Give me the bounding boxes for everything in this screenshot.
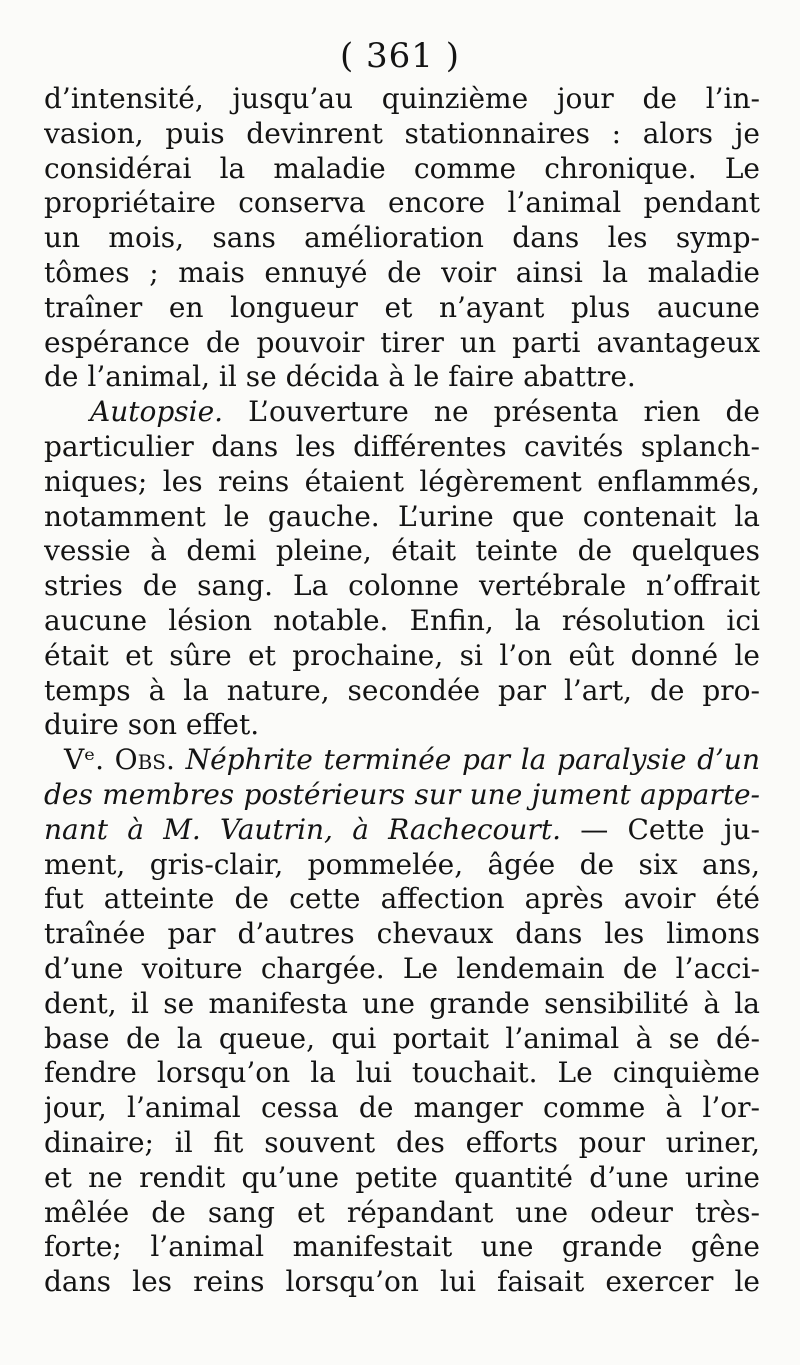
text-line bbox=[44, 291, 760, 326]
text-line bbox=[44, 82, 760, 117]
line-text: particulier dans les différentes cavités splanch- bbox=[44, 429, 760, 463]
line-text: espérance de pouvoir tirer un parti avantageux bbox=[44, 325, 760, 359]
line-text: fendre lorsqu’on la lui touchait. Le cinquième bbox=[44, 1056, 760, 1090]
text-line bbox=[44, 743, 760, 778]
line-text: notamment le gauche. L’urine que contenait la bbox=[44, 499, 760, 533]
line-text: d’intensité, jusqu’au quinzième jour de l’in- bbox=[44, 82, 760, 115]
text-line bbox=[44, 674, 760, 709]
line-text: — Cette ju- bbox=[560, 812, 760, 846]
text-line bbox=[44, 326, 760, 361]
line-text: d’une voiture chargée. Le lendemain de l’acci- bbox=[44, 951, 760, 985]
text-line bbox=[44, 256, 760, 291]
text-line bbox=[44, 395, 760, 430]
text-line bbox=[44, 639, 760, 674]
line-text: duire son effet. bbox=[44, 708, 260, 742]
text-line bbox=[44, 1161, 760, 1196]
text-line bbox=[44, 152, 760, 187]
line-text: et ne rendit qu’une petite quantité d’une urine bbox=[44, 1160, 760, 1194]
text-line bbox=[44, 987, 760, 1022]
line-text: ment, gris-clair, pommelée, âgée de six ans, bbox=[44, 847, 760, 881]
line-text: aucune lésion notable. Enfin, la résolution ici bbox=[44, 603, 760, 637]
observation-title: nant à M. Vautrin, à Rachecourt. bbox=[44, 812, 561, 846]
text-line bbox=[44, 1056, 760, 1091]
line-text: de l’animal, il se décida à le faire abattre. bbox=[44, 360, 636, 394]
section-heading-autopsie: Autopsie. bbox=[90, 395, 224, 429]
line-text: forte; l’animal manifestait une grande gêne bbox=[44, 1230, 760, 1264]
line-text: L’ouverture ne présenta rien de bbox=[223, 395, 760, 429]
text-line bbox=[44, 500, 760, 535]
text-line bbox=[44, 1126, 760, 1161]
text-line bbox=[44, 1091, 760, 1126]
line-text: était et sûre et prochaine, si l’on eût donné le bbox=[44, 638, 760, 672]
line-text: dans les reins lorsqu’on lui faisait exercer le bbox=[44, 1265, 760, 1299]
line-text: vasion, puis devinrent stationnaires : alors je bbox=[44, 116, 760, 150]
text-line bbox=[44, 1196, 760, 1231]
line-text: niques; les reins étaient légèrement enflammés, bbox=[44, 464, 760, 498]
line-text: dent, il se manifesta une grande sensibilité à la bbox=[44, 986, 760, 1020]
line-text: propriétaire conserva encore l’animal pendant bbox=[44, 186, 760, 220]
text-line bbox=[44, 569, 760, 604]
text-line bbox=[44, 952, 760, 987]
text-line bbox=[44, 917, 760, 952]
line-text: fut atteinte de cette affection après avoir été bbox=[44, 882, 760, 916]
text-line bbox=[44, 221, 760, 256]
observation-title: des membres postérieurs sur une jument apparte- bbox=[44, 777, 760, 811]
line-text: jour, l’animal cessa de manger comme à l’or- bbox=[44, 1091, 760, 1125]
text-line bbox=[44, 882, 760, 917]
line-text: tômes ; mais ennuyé de voir ainsi la maladie bbox=[44, 255, 760, 289]
line-text: dinaire; il fit souvent des efforts pour uriner, bbox=[44, 1125, 760, 1159]
observation-number: Vᵉ. Obs. bbox=[64, 743, 175, 777]
line-text: traîner en longueur et n’ayant plus aucune bbox=[44, 290, 760, 324]
line-text: un mois, sans amélioration dans les symp- bbox=[44, 221, 760, 255]
line-text: stries de sang. La colonne vertébrale n’offrait bbox=[44, 569, 760, 603]
text-line bbox=[44, 604, 760, 639]
text-line bbox=[44, 813, 760, 848]
observation-title: Néphrite terminée par la paralysie d’un bbox=[174, 743, 760, 777]
text-line bbox=[44, 848, 760, 883]
text-line bbox=[44, 708, 760, 743]
text-line bbox=[44, 430, 760, 465]
line-text: mêlée de sang et répandant une odeur très- bbox=[44, 1195, 760, 1229]
line-text: temps à la nature, secondée par l’art, de pro- bbox=[44, 673, 760, 707]
line-text: base de la queue, qui portait l’animal à se dé- bbox=[44, 1021, 760, 1055]
page-number: ( 361 ) bbox=[339, 36, 461, 76]
text-line bbox=[44, 186, 760, 221]
text-line bbox=[44, 117, 760, 152]
text-line bbox=[44, 778, 760, 813]
line-text: vessie à demi pleine, était teinte de quelques bbox=[44, 534, 760, 568]
text-line bbox=[44, 1265, 760, 1300]
text-line bbox=[44, 465, 760, 500]
text-line bbox=[44, 1230, 760, 1265]
text-line bbox=[44, 1022, 760, 1057]
line-text: traînée par d’autres chevaux dans les limons bbox=[44, 917, 760, 951]
line-text: considérai la maladie comme chronique. Le bbox=[44, 151, 760, 185]
text-line bbox=[44, 534, 760, 569]
body-text bbox=[44, 82, 760, 1300]
text-line bbox=[44, 360, 760, 395]
